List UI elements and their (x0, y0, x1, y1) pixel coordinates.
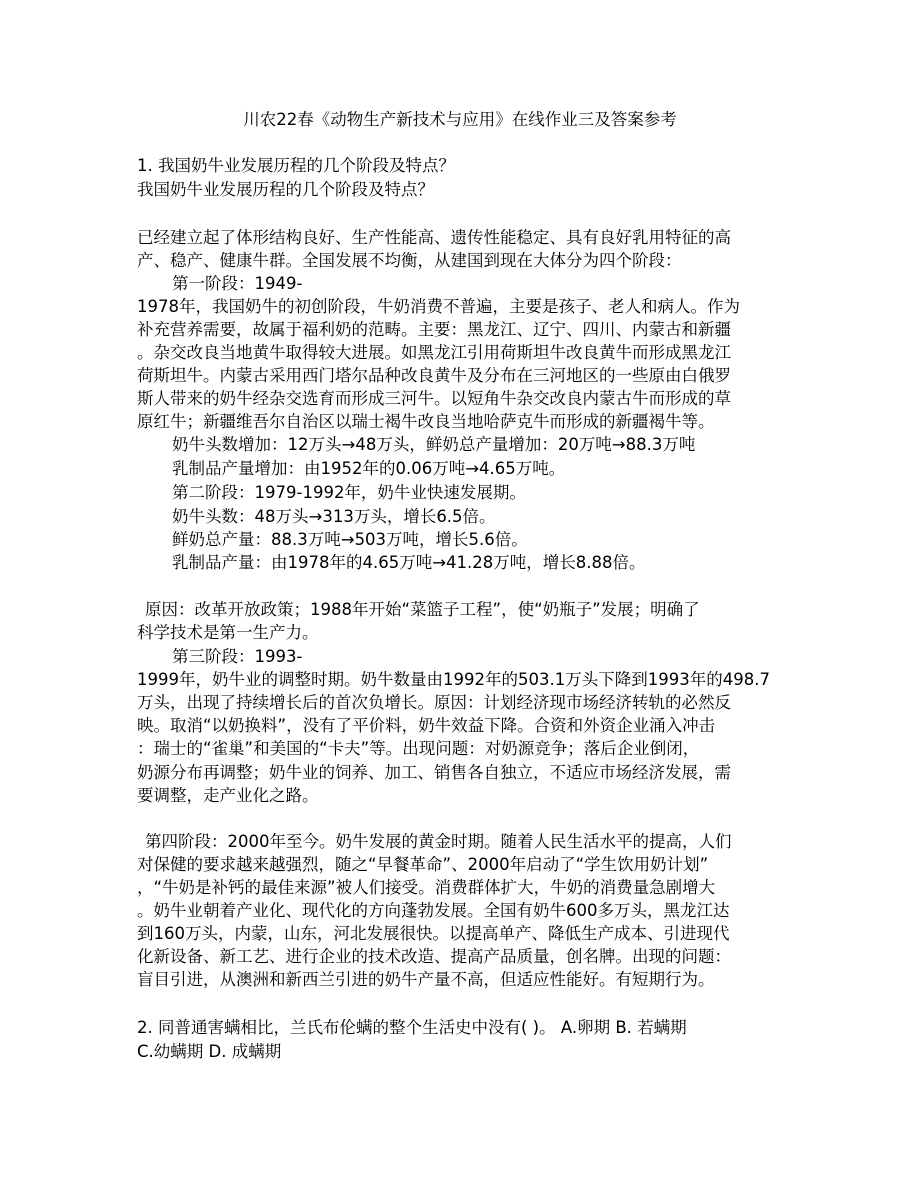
answer-line: 荷斯坦牛。内蒙古采用西门塔尔品种改良黄牛及分布在三河地区的一些原由白俄罗 (137, 366, 731, 385)
question-1-title: 1. 我国奶牛业发展历程的几个阶段及特点？ (137, 156, 455, 175)
answer-line: 科学技术是第一生产力。 (137, 623, 319, 642)
answer-line: 已经建立起了体形结构良好、生产性能高、遗传性能稳定、具有良好乳用特征的高 (137, 228, 731, 247)
question-1-repeat: 我国奶牛业发展历程的几个阶段及特点？ (137, 180, 434, 199)
answer-line: 盲目引进，从澳洲和新西兰引进的奶牛产量不高，但适应性能好。有短期行为。 (137, 970, 715, 989)
answer-line: 。奶牛业朝着产业化、现代化的方向蓬勃发展。全国有奶牛600多万头，黑龙江达 (137, 901, 730, 920)
answer-line: 要调整，走产业化之路。 (137, 786, 319, 805)
answer-line: 第四阶段：2000年至今。奶牛发展的黄金时期。随着人民生活水平的提高，人们 (145, 832, 732, 851)
answer-line: 映。取消“以奶换料”，没有了平价料，奶牛效益下降。合资和外资企业涌入冲击 (137, 716, 716, 735)
answer-line: 1999年，奶牛业的调整时期。奶牛数量由1992年的503.1万头下降到1993年的498.7 (137, 670, 770, 689)
answer-line: 乳制品产量增加：由1952年的0.06万吨→4.65万吨。 (172, 459, 566, 478)
answer-line: 1978年，我国奶牛的初创阶段，牛奶消费不普遍，主要是孩子、老人和病人。作为 (137, 297, 740, 316)
answer-line: 奶源分布再调整；奶牛业的饲养、加工、销售各自独立，不适应市场经济发展，需 (137, 763, 731, 782)
answer-line: 第二阶段：1979-1992年，奶牛业快速发展期。 (172, 483, 526, 502)
answer-line: ：瑞士的“雀巢”和美国的“卡夫”等。出现问题：对奶源竞争；落后企业倒闭， (137, 739, 700, 758)
answer-line: 化新设备、新工艺、进行企业的技术改造、提高产品质量，创名牌。出现的问题： (137, 947, 731, 966)
answer-line: 到160万头，内蒙，山东，河北发展很快。以提高单产、降低生产成本、引进现代 (137, 924, 730, 943)
answer-line: 斯人带来的奶牛经杂交选育而形成三河牛。以短角牛杂交改良内蒙古牛而形成的草 (137, 389, 731, 408)
answer-line: 鲜奶总产量：88.3万吨→503万吨，增长5.6倍。 (172, 530, 528, 549)
question-2-line-1: 2. 同普通害螨相比，兰氏布伦螨的整个生活史中没有( )。 A.卵期 B. 若螨期 (137, 1018, 687, 1037)
answer-line: 乳制品产量：由1978年的4.65万吨→41.28万吨，增长8.88倍。 (172, 553, 646, 572)
answer-line: 第一阶段：1949- (172, 274, 303, 293)
answer-line: ，“牛奶是补钙的最佳来源”被人们接受。消费群体扩大，牛奶的消费量急剧增大 (137, 878, 716, 897)
answer-line: 第三阶段：1993- (172, 647, 303, 666)
answer-line: 原因：改革开放政策；1988年开始“菜篮子工程”，使“奶瓶子”发展；明确了 (145, 600, 700, 619)
question-2-line-2: C.幼螨期 D. 成螨期 (137, 1042, 282, 1061)
answer-line: 奶牛头数：48万头→313万头，增长6.5倍。 (172, 507, 496, 526)
document-title: 川农22春《动物生产新技术与应用》在线作业三及答案参考 (243, 110, 677, 129)
answer-line: 奶牛头数增加：12万头→48万头，鲜奶总产量增加：20万吨→88.3万吨 (172, 435, 696, 454)
answer-line: 对保健的要求越来越强烈，随之“早餐革命”、2000年启动了“学生饮用奶计划” (137, 855, 709, 874)
answer-line: 产、稳产、健康牛群。全国发展不均衡，从建国到现在大体分为四个阶段： (137, 251, 682, 270)
answer-line: 。杂交改良当地黄牛取得较大进展。如黑龙江引用荷斯坦牛改良黄牛而形成黑龙江 (137, 343, 731, 362)
answer-line: 原红牛；新疆维吾尔自治区以瑞士褐牛改良当地哈萨克牛而形成的新疆褐牛等。 (137, 412, 715, 431)
answer-line: 万头，出现了持续增长后的首次负增长。原因：计划经济现市场经济转轨的必然反 (137, 693, 731, 712)
answer-line: 补充营养需要，故属于福利奶的范畴。主要：黑龙江、辽宁、四川、内蒙古和新疆 (137, 320, 731, 339)
